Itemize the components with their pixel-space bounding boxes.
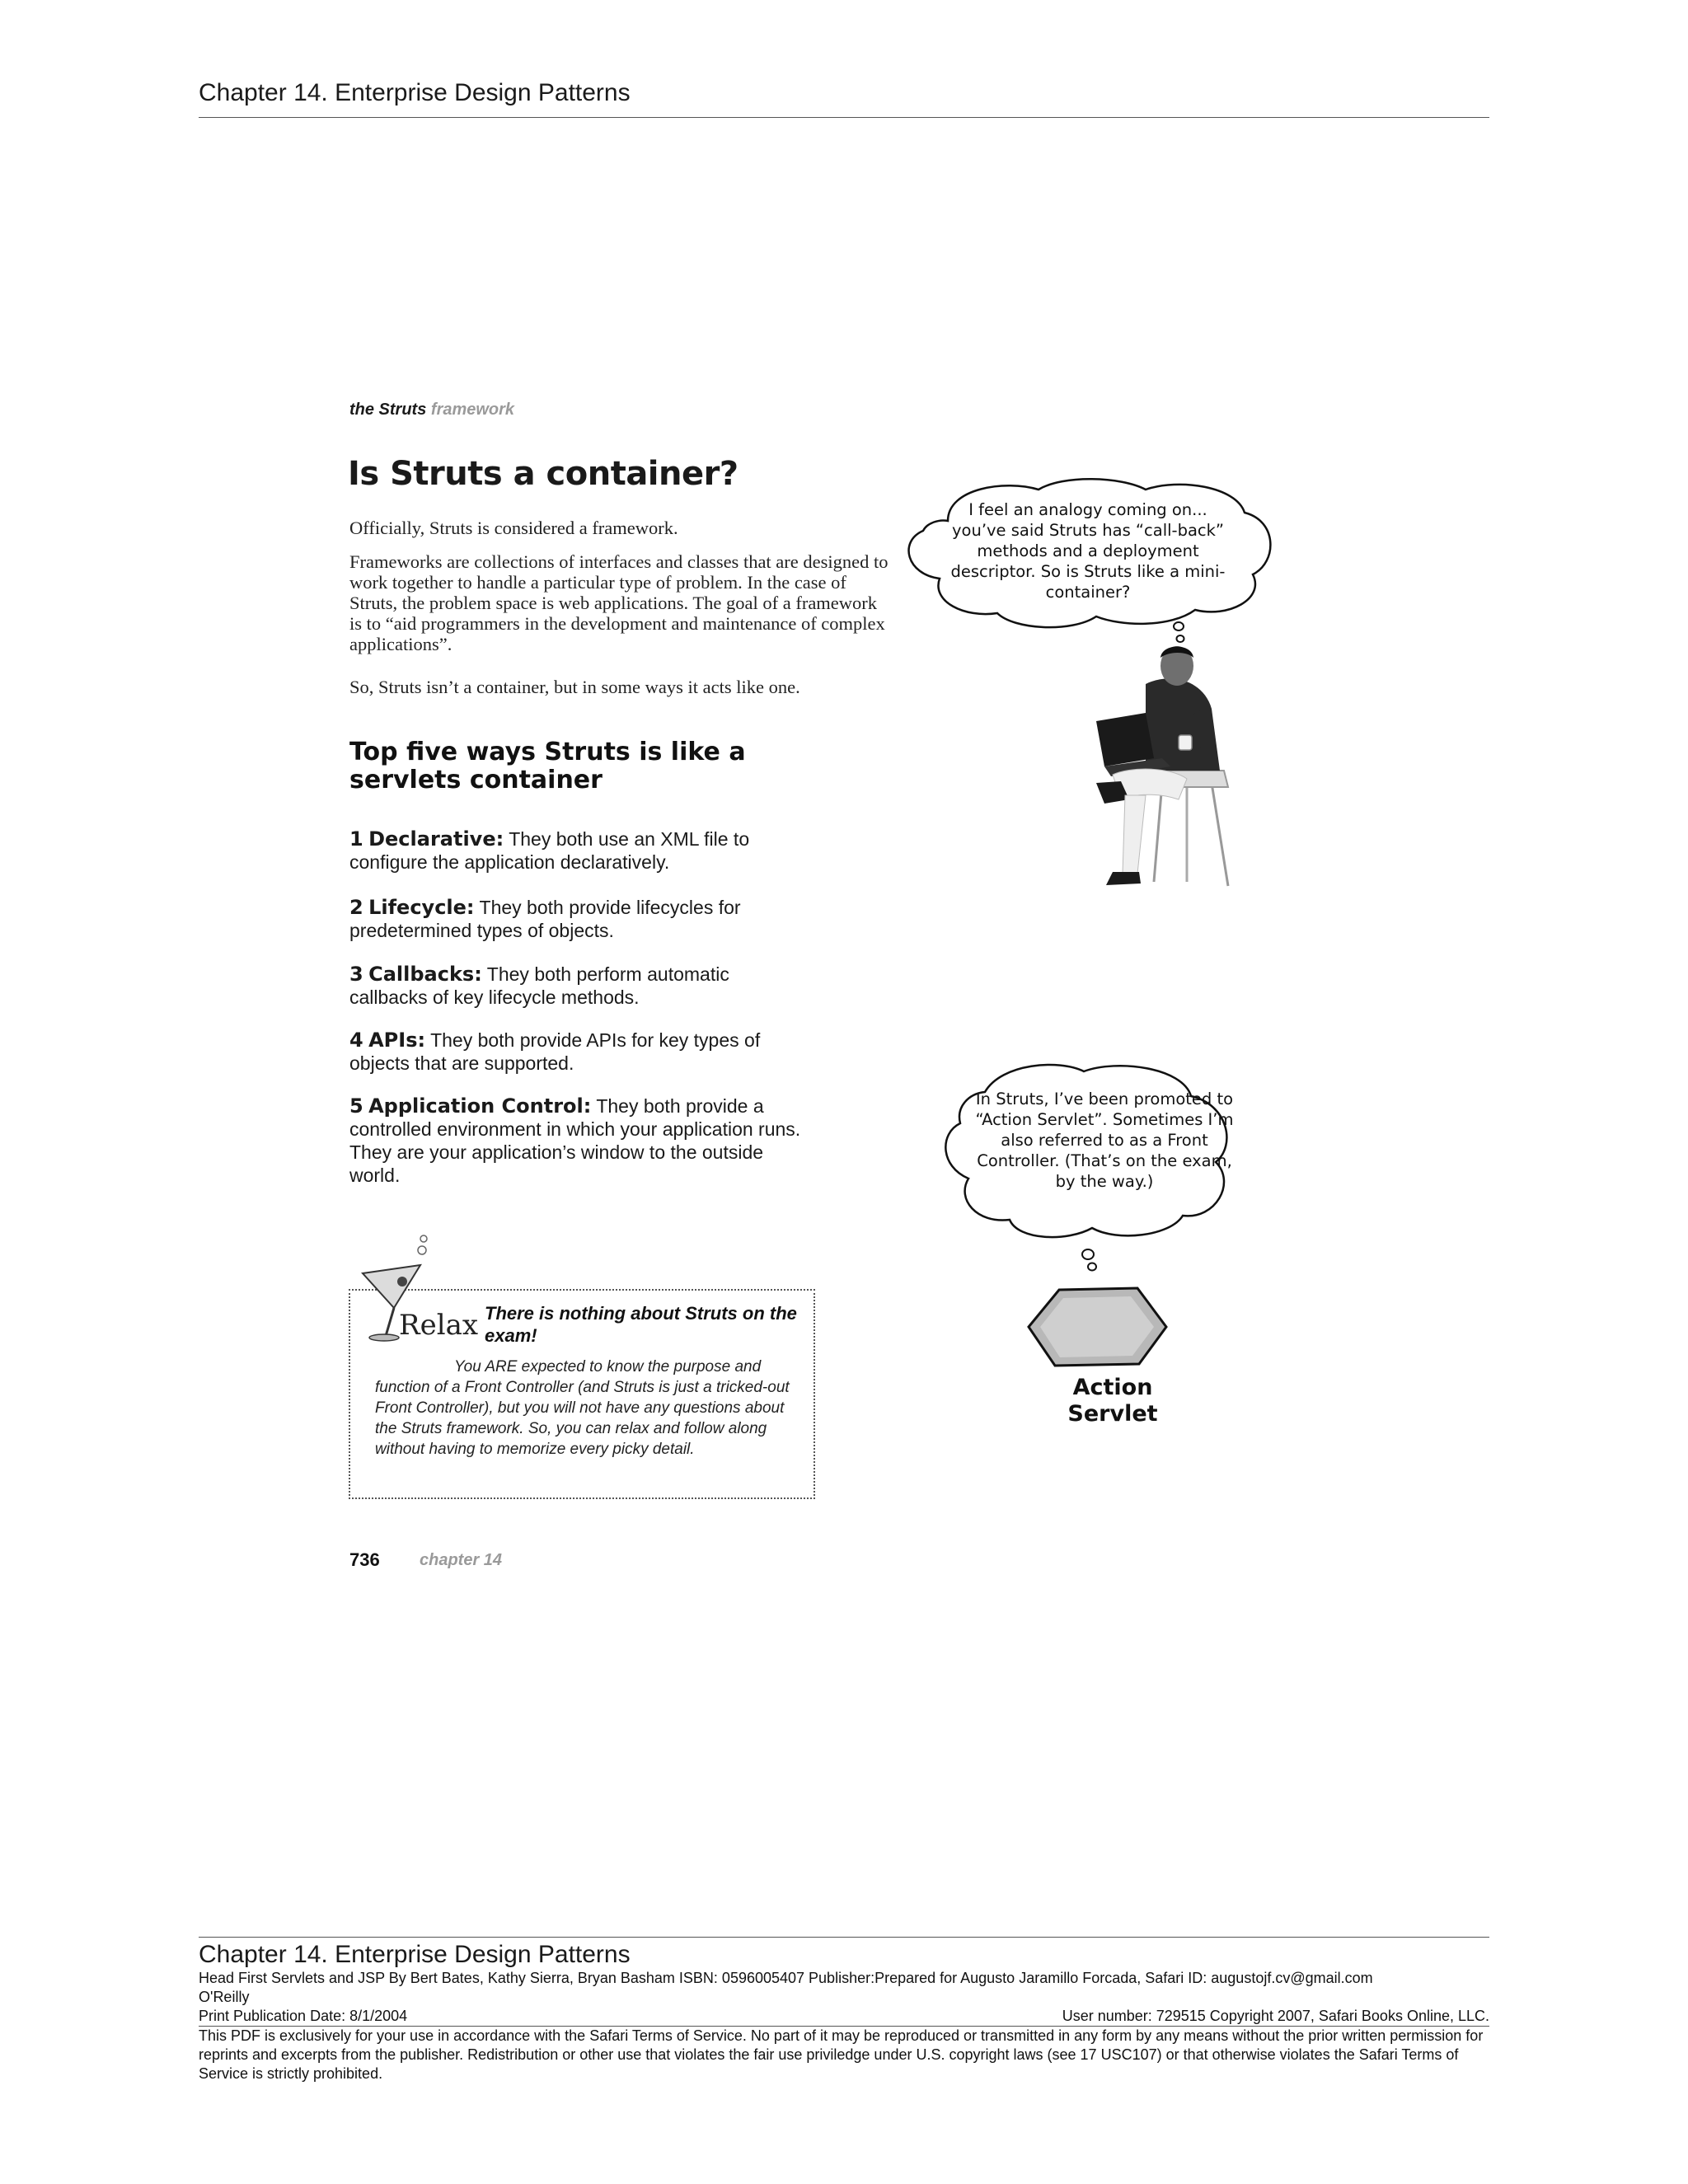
page-title: Is Struts a container? (348, 455, 738, 493)
list-item-number: 2 (349, 896, 363, 919)
relax-title: There is nothing about Struts on the exam! (485, 1303, 797, 1346)
list-item-text: They both provide lifecycles for predetermined types of objects. (349, 897, 741, 941)
running-header-title: Chapter 14. Enterprise Design Patterns (199, 79, 631, 106)
list-item-text: They both provide APIs for key types of objects that are supported. (349, 1029, 761, 1074)
footer-print-date: Print Publication Date: 8/1/2004 (199, 2008, 408, 2024)
footer-row (199, 2007, 1489, 2027)
page-number: 736 (349, 1549, 380, 1570)
list-item-text: They both provide a controlled environment in which your application runs. They are your application’s window to the outside world. (349, 1095, 801, 1186)
list-item (349, 1029, 811, 1075)
list-item-keyword: APIs: (368, 1029, 426, 1052)
list-item-keyword: Declarative: (368, 827, 504, 851)
list-item-number: 5 (349, 1094, 363, 1118)
list-item-number: 3 (349, 963, 363, 986)
list-item-text: They both perform automatic callbacks of key lifecycle methods. (349, 963, 729, 1008)
running-header (199, 79, 1489, 118)
list-item (349, 1094, 811, 1187)
list-item (349, 963, 811, 1009)
section-tag-bold: the Struts (349, 401, 427, 419)
list-item (349, 827, 811, 874)
list-item-number: 1 (349, 827, 363, 851)
list-item-keyword: Callbacks: (368, 963, 482, 986)
section-tag-gray: framework (430, 401, 515, 419)
paragraph-frameworks: Frameworks are collections of interfaces and classes that are designed to work together to handle a particular type of problem. In the case of Struts, the problem space is web applications. The goal of a framework is to “aid programmers in the development and maintenance of complex applications”. (349, 551, 889, 654)
thought-bubble-top-text: I feel an analogy coming on... you’ve said Struts has “call-back” methods and a deployment descriptor. So is Struts like a mini-container? (950, 500, 1226, 602)
footer-user-line: User number: 729515 Copyright 2007, Safari Books Online, LLC. (1062, 2008, 1489, 2024)
relax-body: You ARE expected to know the purpose and function of a Front Controller (and Struts is just a tricked-out Front Controller), but you will not have any questions about the Struts framework. So, you can relax and follow along without having to memorize every picky detail. (375, 1358, 790, 1458)
list-item (349, 896, 811, 942)
footer-disclaimer: This PDF is exclusively for your use in accordance with the Safari Terms of Service. No part of it may be reproduced or transmitted in any form by any means without the prior written permission for reprints and excerpts from the publisher. Redistribution or other use that violates the fair use priviledge under U.S. copyright laws (see 17 USC107) or that otherwise violates the Safari Terms of Service is strictly prohibited. (199, 2027, 1484, 2082)
list-heading: Top five ways Struts is like a servlets container (349, 738, 746, 794)
list-item-number: 4 (349, 1029, 363, 1052)
relax-logo-text: Relax (399, 1309, 479, 1342)
footer-title: Chapter 14. Enterprise Design Patterns (199, 1941, 631, 1968)
section-tag (349, 401, 514, 419)
footer-publisher: O'Reilly (199, 1989, 250, 2005)
thought-bubble-bottom-text: In Struts, I’ve been promoted to “Action Servlet”. Sometimes I’m also referred to as a Front Controller. (That’s on the exam, by the way.) (975, 1090, 1234, 1191)
chapter-label: chapter 14 (420, 1551, 503, 1569)
list-item-keyword: Application Control: (368, 1094, 592, 1118)
action-servlet-label: Action Servlet (1067, 1375, 1158, 1427)
footer-rule (199, 1937, 1489, 1938)
martini-glass-icon (353, 1232, 485, 1347)
footer-book-line: Head First Servlets and JSP By Bert Bates, Kathy Sierra, Bryan Basham ISBN: 0596005407 Publisher:Prepared for Augusto Jaramillo Forcada, Safari ID: augustojf.cv@gmail.com (199, 1970, 1373, 1986)
paragraph-conclusion: So, Struts isn’t a container, but in some ways it acts like one. (349, 677, 800, 697)
list-item-text: They both use an XML file to configure the application declaratively. (349, 828, 750, 873)
action-servlet-hexagon-icon (1022, 1282, 1170, 1372)
page-footer (199, 1937, 1489, 2083)
man-with-laptop-icon (1047, 635, 1286, 931)
list-item-keyword: Lifecycle: (368, 896, 475, 919)
paragraph-intro: Officially, Struts is considered a framework. (349, 518, 678, 538)
